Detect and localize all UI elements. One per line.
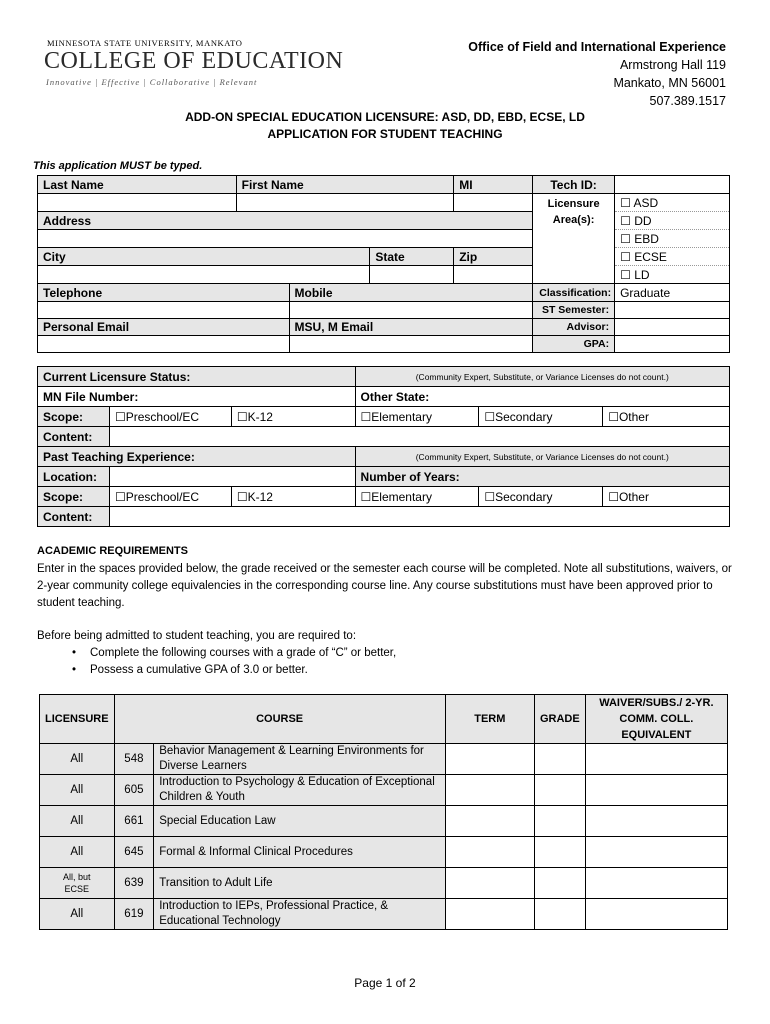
past-content-field[interactable]: [109, 507, 729, 527]
col-course-header: COURSE: [114, 695, 445, 744]
area-dd[interactable]: ☐ DD: [615, 212, 730, 230]
advisor-label: Advisor:: [533, 319, 615, 336]
bullet-icon: •: [72, 664, 77, 676]
row-grade-field[interactable]: [534, 744, 585, 775]
mobile-field[interactable]: [289, 302, 533, 319]
row-licensure: All: [40, 837, 115, 868]
academic-instructions: Enter in the spaces provided below, the grade received or the semester each course will be completed. Note all substitutions, waivers, or 2-year community college equivalencies in the corresponding course line. Any course substitutions must have been approved prior to student teaching.: [37, 563, 732, 609]
scope-k12-checkbox[interactable]: ☐K-12: [231, 407, 355, 427]
scope-preschool-checkbox[interactable]: ☐Preschool/EC: [109, 407, 231, 427]
row-grade-field[interactable]: [534, 806, 585, 837]
tech-id-field[interactable]: [615, 176, 730, 194]
row-waiver-field[interactable]: [585, 744, 727, 775]
requirement-bullet: • Possess a cumulative GPA of 3.0 or better.: [72, 662, 308, 679]
row-licensure: All: [40, 806, 115, 837]
city-label: City: [38, 248, 370, 266]
col-waiver-header: WAIVER/SUBS./ 2-YR. COMM. COLL. EQUIVALENT: [585, 695, 727, 744]
content-field[interactable]: [109, 427, 729, 447]
row-term-field[interactable]: [445, 837, 534, 868]
zip-label: Zip: [454, 248, 533, 266]
current-licensure-note: (Community Expert, Substitute, or Variance Licenses do not count.): [355, 367, 729, 387]
scope-elementary-checkbox[interactable]: ☐Elementary: [355, 407, 479, 427]
table-row: [40, 806, 728, 837]
classification-label: Classification:: [533, 284, 615, 302]
table-row: [40, 837, 728, 868]
city-field[interactable]: [38, 266, 370, 284]
tech-id-label: Tech ID:: [533, 176, 615, 194]
scope-other-checkbox[interactable]: ☐Other: [603, 407, 730, 427]
first-name-label: First Name: [236, 176, 454, 194]
row-course-number: 605: [114, 775, 154, 806]
row-term-field[interactable]: [445, 868, 534, 899]
scope-label: Scope:: [38, 407, 110, 427]
checkbox-icon: ☐: [620, 231, 631, 246]
row-course-name: Introduction to Psychology & Education of Exceptional Children & Youth: [154, 775, 445, 806]
past-experience-note: (Community Expert, Substitute, or Variance Licenses do not count.): [355, 447, 729, 467]
gpa-field[interactable]: [615, 336, 730, 353]
row-licensure: All, but ECSE: [40, 868, 115, 899]
area-ecse[interactable]: ☐ ECSE: [615, 248, 730, 266]
location-field[interactable]: [109, 467, 355, 487]
row-course-number: 639: [114, 868, 154, 899]
requirement-bullet: • Complete the following courses with a grade of “C” or better,: [72, 645, 396, 662]
table-row: [40, 899, 728, 930]
st-semester-label: ST Semester:: [533, 302, 615, 319]
mn-file-number-label[interactable]: MN File Number:: [38, 387, 356, 407]
checkbox-icon: ☐: [620, 195, 631, 210]
address-field[interactable]: [38, 230, 533, 248]
telephone-label: Telephone: [38, 284, 290, 302]
applicant-info-table: [37, 175, 730, 353]
row-grade-field[interactable]: [534, 868, 585, 899]
licensure-area-label: Licensure Area(s):: [533, 194, 615, 230]
office-title: Office of Field and International Experience: [468, 40, 726, 54]
scope-secondary-checkbox[interactable]: ☐Secondary: [479, 407, 603, 427]
other-state-label[interactable]: Other State:: [355, 387, 729, 407]
row-grade-field[interactable]: [534, 775, 585, 806]
checkbox-icon: ☐: [620, 213, 631, 228]
row-course-number: 645: [114, 837, 154, 868]
past-content-label: Content:: [38, 507, 110, 527]
zip-field[interactable]: [454, 266, 533, 284]
row-course-name: Special Education Law: [154, 806, 445, 837]
advisor-field[interactable]: [615, 319, 730, 336]
college-logo: COLLEGE OF EDUCATION: [44, 48, 344, 74]
years-label: Number of Years:: [355, 467, 729, 487]
table-row: [40, 744, 728, 775]
form-title-line1: ADD-ON SPECIAL EDUCATION LICENSURE: ASD, DD, EBD, ECSE, LD: [185, 110, 585, 124]
row-course-name: Formal & Informal Clinical Procedures: [154, 837, 445, 868]
row-course-number: 619: [114, 899, 154, 930]
row-course-number: 661: [114, 806, 154, 837]
last-name-label: Last Name: [38, 176, 237, 194]
area-ld[interactable]: ☐ LD: [615, 266, 730, 284]
last-name-field[interactable]: [38, 194, 237, 212]
checkbox-icon: ☐: [620, 267, 631, 282]
current-licensure-label: Current Licensure Status:: [38, 367, 356, 387]
gpa-label: GPA:: [533, 336, 615, 353]
past-scope-other-checkbox[interactable]: ☐Other: [603, 487, 730, 507]
row-grade-field[interactable]: [534, 899, 585, 930]
row-licensure: All: [40, 899, 115, 930]
msu-email-label: MSU, M Email: [289, 319, 533, 336]
msu-email-field[interactable]: [289, 336, 533, 353]
telephone-field[interactable]: [38, 302, 290, 319]
checkbox-icon: ☐: [620, 249, 631, 264]
first-name-field[interactable]: [236, 194, 454, 212]
col-grade-header: GRADE: [534, 695, 585, 744]
col-licensure-header: LICENSURE: [40, 695, 115, 744]
bullet-icon: •: [72, 647, 77, 659]
st-semester-field[interactable]: [615, 302, 730, 319]
row-course-number: 548: [114, 744, 154, 775]
mi-label: MI: [454, 176, 533, 194]
row-term-field[interactable]: [445, 899, 534, 930]
row-term-field[interactable]: [445, 775, 534, 806]
content-label: Content:: [38, 427, 110, 447]
location-label: Location:: [38, 467, 110, 487]
page-number: Page 1 of 2: [354, 976, 416, 990]
university-name: MINNESOTA STATE UNIVERSITY, MANKATO: [47, 38, 243, 48]
past-scope-label: Scope:: [38, 487, 110, 507]
row-licensure: All: [40, 744, 115, 775]
area-asd[interactable]: ☐ ASD: [615, 194, 730, 212]
mobile-label: Mobile: [289, 284, 533, 302]
course-table: [39, 694, 728, 930]
past-scope-preschool-checkbox[interactable]: ☐Preschool/EC: [109, 487, 231, 507]
mi-field[interactable]: [454, 194, 533, 212]
row-waiver-field[interactable]: [585, 899, 727, 930]
office-address-line2: Mankato, MN 56001: [613, 76, 726, 90]
table-row: [40, 868, 728, 899]
state-field[interactable]: [370, 266, 454, 284]
table-row: [40, 775, 728, 806]
classification-field[interactable]: Graduate: [615, 284, 730, 302]
personal-email-label: Personal Email: [38, 319, 290, 336]
office-address-block: [468, 38, 726, 110]
past-scope-secondary-checkbox[interactable]: ☐Secondary: [479, 487, 603, 507]
row-course-name: Transition to Adult Life: [154, 868, 445, 899]
row-term-field[interactable]: [445, 806, 534, 837]
academic-heading: ACADEMIC REQUIREMENTS: [37, 545, 188, 557]
row-grade-field[interactable]: [534, 837, 585, 868]
past-experience-label: Past Teaching Experience:: [38, 447, 356, 467]
licensure-status-table: [37, 366, 730, 527]
area-ebd[interactable]: ☐ EBD: [615, 230, 730, 248]
typed-note: This application MUST be typed.: [33, 160, 203, 172]
personal-email-field[interactable]: [38, 336, 290, 353]
admission-requirements-intro: Before being admitted to student teaching, you are required to:: [37, 630, 357, 642]
row-course-name: Behavior Management & Learning Environments for Diverse Learners: [154, 744, 445, 775]
row-course-name: Introduction to IEPs, Professional Practice, & Educational Technology: [154, 899, 445, 930]
row-licensure: All: [40, 775, 115, 806]
college-tagline: Innovative | Effective | Collaborative | Relevant: [46, 77, 258, 87]
address-label: Address: [38, 212, 533, 230]
state-label: State: [370, 248, 454, 266]
office-address-line1: Armstrong Hall 119: [619, 58, 726, 72]
past-scope-elementary-checkbox[interactable]: ☐Elementary: [355, 487, 479, 507]
row-waiver-field[interactable]: [585, 868, 727, 899]
past-scope-k12-checkbox[interactable]: ☐K-12: [231, 487, 355, 507]
col-term-header: TERM: [445, 695, 534, 744]
office-phone: 507.389.1517: [649, 94, 726, 108]
row-waiver-field[interactable]: [585, 837, 727, 868]
row-waiver-field[interactable]: [585, 806, 727, 837]
row-waiver-field[interactable]: [585, 775, 727, 806]
row-term-field[interactable]: [445, 744, 534, 775]
form-title-line2: APPLICATION FOR STUDENT TEACHING: [267, 127, 503, 141]
